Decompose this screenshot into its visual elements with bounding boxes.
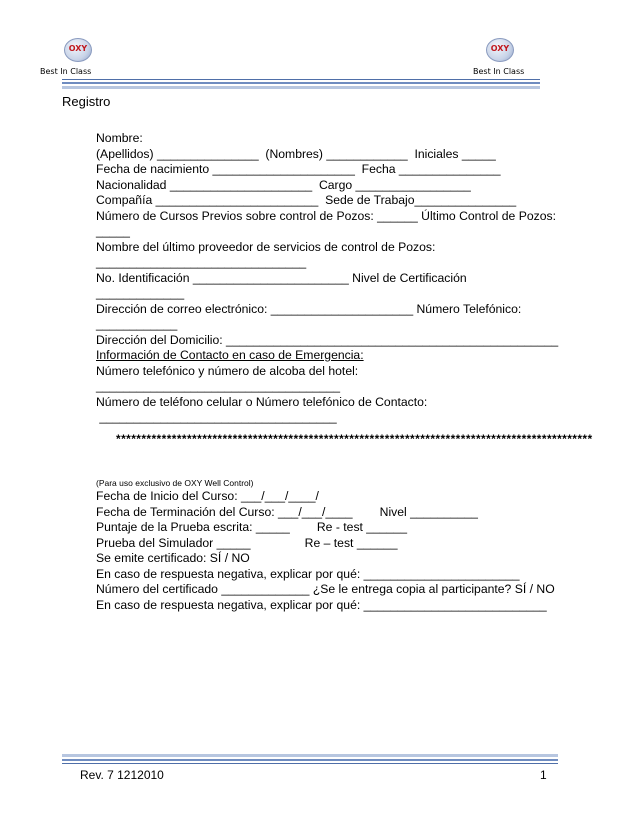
header-rule bbox=[62, 79, 540, 80]
form-line-cell-phone-blank: ___________________________________ bbox=[96, 410, 337, 424]
form-line-address: Dirección del Domicilio: _________________________________________________ bbox=[96, 332, 559, 347]
form-line-hotel-phone: Número telefónico y número de alcoba del hotel: bbox=[96, 363, 359, 378]
header-left-label: Best In Class bbox=[40, 67, 92, 76]
office-line-explain-negative: En caso de respuesta negativa, explicar por qué: _______________________ bbox=[96, 566, 520, 581]
form-line-previous-courses: Número de Cursos Previos sobre control de Pozos: ______ Último Control de Pozos: bbox=[96, 208, 556, 223]
form-line-nationality: Nacionalidad _____________________ Cargo _________________ bbox=[96, 177, 471, 192]
office-line-simulator-test: Prueba del Simulador _____ Re – test ______ bbox=[96, 535, 398, 550]
header-rule bbox=[62, 82, 540, 84]
form-line-birthdate: Fecha de nacimiento _____________________ Fecha _______________ bbox=[96, 162, 501, 176]
revision-label: Rev. 7 1212010 bbox=[80, 768, 164, 782]
page-number: 1 bbox=[540, 768, 547, 782]
oxy-logo-right bbox=[486, 38, 514, 62]
office-line-explain-negative-2: En caso de respuesta negativa, explicar por qué: ___________________________ bbox=[96, 597, 547, 612]
form-line-last-provider: Nombre del último proveedor de servicios de control de Pozos: bbox=[96, 239, 436, 254]
header-rule bbox=[62, 86, 540, 89]
footer-rule bbox=[62, 759, 558, 761]
logo-text: OXY bbox=[68, 44, 88, 53]
office-line-certificate-number: Número del certificado _____________ ¿Se le entrega copia al participante? SÍ / NO bbox=[96, 582, 555, 596]
form-line-last-provider-blank: _______________________________ bbox=[96, 255, 307, 269]
header-right-label: Best In Class bbox=[473, 67, 525, 76]
emergency-contact-heading: Información de Contacto en caso de Emergencia: bbox=[96, 348, 364, 362]
form-line-certification-blank: _____________ bbox=[96, 286, 185, 300]
logo-text: OXY bbox=[490, 44, 510, 53]
office-line-certificate-issued: Se emite certificado: SÍ / NO bbox=[96, 551, 250, 565]
form-line-previous-courses-blank: _____ bbox=[96, 224, 130, 238]
footer-rule bbox=[62, 754, 558, 757]
office-line-course-end: Fecha de Terminación del Curso: ___/___/____ Nivel __________ bbox=[96, 504, 478, 519]
office-line-written-test: Puntaje de la Prueba escrita: _____ Re - test ______ bbox=[96, 520, 407, 534]
form-line-phone-blank: ____________ bbox=[96, 317, 178, 331]
registration-form bbox=[96, 131, 586, 426]
oxy-logo-left bbox=[64, 38, 92, 62]
form-line-cell-phone: Número de teléfono celular o Número telefónico de Contacto: bbox=[96, 394, 428, 409]
form-line-company: Compañía ________________________ Sede de Trabajo_______________ bbox=[96, 193, 517, 207]
form-line-email: Dirección de correo electrónico: _____________________ Número Telefónico: bbox=[96, 301, 522, 316]
form-line-surnames: (Apellidos) _______________ (Nombres) ____________ Iniciales _____ bbox=[96, 146, 496, 161]
office-use-note: (Para uso exclusivo de OXY Well Control) bbox=[96, 478, 254, 488]
separator: ********************************************************************************************** bbox=[116, 432, 593, 446]
office-use-section bbox=[96, 489, 586, 613]
form-line-name: Nombre: bbox=[96, 131, 143, 145]
form-line-id-number: No. Identificación _______________________ Nivel de Certificación bbox=[96, 270, 467, 285]
office-line-course-start: Fecha de Inicio del Curso: ___/___/____/ bbox=[96, 489, 319, 503]
footer-rule bbox=[62, 763, 558, 764]
form-line-hotel-phone-blank: ____________________________________ bbox=[96, 379, 341, 393]
section-title: Registro bbox=[62, 94, 111, 109]
